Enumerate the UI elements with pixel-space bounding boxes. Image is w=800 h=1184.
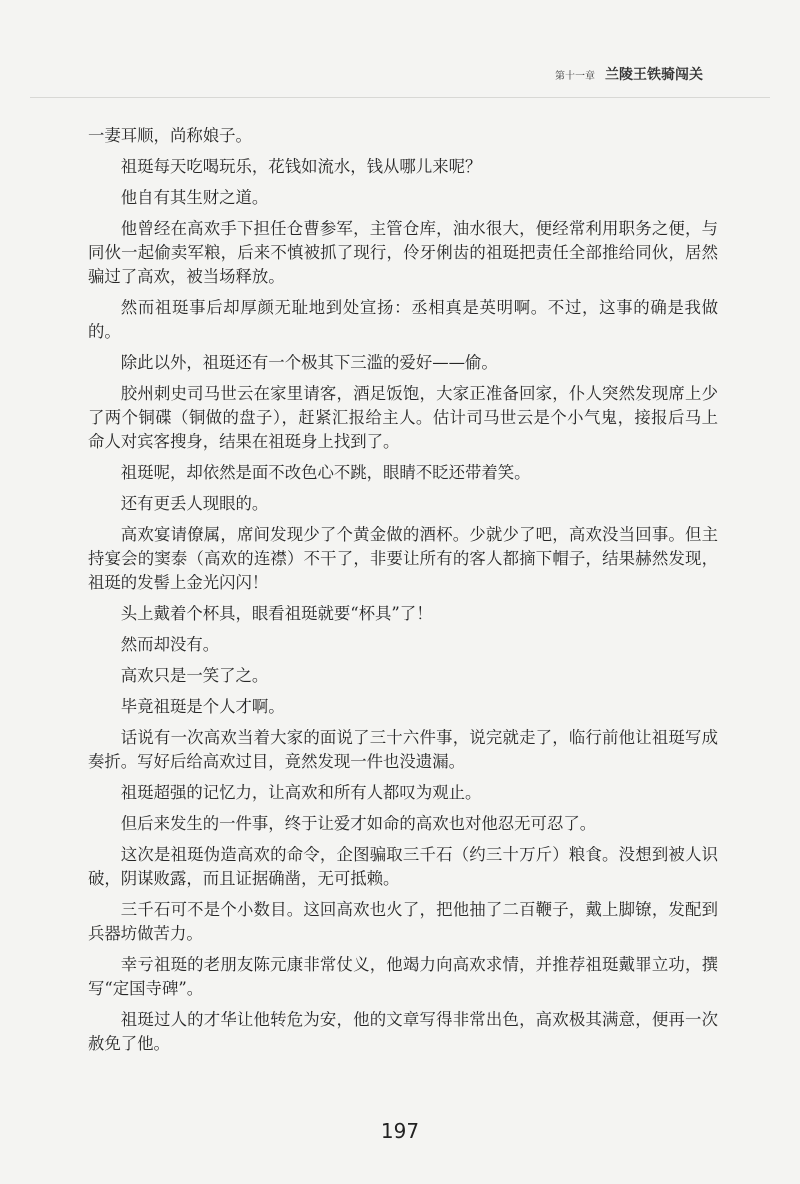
- paragraph: 这次是祖珽伪造高欢的命令，企图骗取三千石（约三十万斤）粮食。没想到被人识破，阴谋败露，而且证据确凿，无可抵赖。: [88, 845, 718, 888]
- paragraph: 他自有其生财之道。: [120, 188, 269, 207]
- running-header: [555, 64, 703, 84]
- paragraph: 一妻耳顺，尚称娘子。: [88, 126, 252, 145]
- paragraph: 除此以外，祖珽还有一个极其下三滥的爱好——偷。: [120, 353, 498, 372]
- paragraph: 头上戴着个杯具，眼看祖珽就要“杯具”了！: [120, 604, 433, 623]
- chapter-title: 兰陵王铁骑闯关: [605, 67, 703, 83]
- paragraph: 但后来发生的一件事，终于让爱才如命的高欢也对他忍无可忍了。: [120, 814, 597, 833]
- paragraph: 话说有一次高欢当着大家的面说了三十六件事，说完就走了，临行前他让祖珽写成奏折。写好后给高欢过目，竟然发现一件也没遗漏。: [88, 728, 718, 771]
- paragraph: 幸亏祖珽的老朋友陈元康非常仗义，他竭力向高欢求情，并推荐祖珽戴罪立功，撰写“定国寺碑”。: [88, 955, 718, 998]
- paragraph: 他曾经在高欢手下担任仓曹参军，主管仓库，油水很大，便经常利用职务之便，与同伙一起偷卖军粮，后来不慎被抓了现行，伶牙俐齿的祖珽把责任全部推给同伙，居然骗过了高欢，被当场释放。: [88, 219, 718, 286]
- paragraph: 祖珽每天吃喝玩乐，花钱如流水，钱从哪儿来呢？: [120, 157, 482, 176]
- page-number: 197: [380, 1119, 420, 1143]
- paragraph: 祖珽呢，却依然是面不改色心不跳，眼睛不眨还带着笑。: [120, 463, 531, 482]
- body-text: [88, 124, 718, 1063]
- paragraph: 高欢宴请僚属，席间发现少了个黄金做的酒杯。少就少了吧，高欢没当回事。但主持宴会的窦泰（高欢的连襟）不干了，非要让所有的客人都摘下帽子，结果赫然发现，祖珽的发髻上金光闪闪！: [88, 525, 718, 592]
- paragraph: 毕竟祖珽是个人才啊。: [120, 697, 285, 716]
- paragraph: 高欢只是一笑了之。: [120, 666, 269, 685]
- paragraph: 然而却没有。: [120, 635, 220, 654]
- paragraph: 胶州刺史司马世云在家里请客，酒足饭饱，大家正准备回家，仆人突然发现席上少了两个铜碟（铜做的盘子），赶紧汇报给主人。估计司马世云是个小气鬼，接报后马上命人对宾客搜身，结果在祖珽身上找到了。: [88, 384, 718, 451]
- paragraph: 祖珽过人的才华让他转危为安，他的文章写得非常出色，高欢极其满意，便再一次赦免了他。: [88, 1010, 718, 1053]
- header-divider: [30, 97, 770, 98]
- paragraph: 祖珽超强的记忆力，让高欢和所有人都叹为观止。: [120, 783, 482, 802]
- paragraph: 然而祖珽事后却厚颜无耻地到处宣扬：丞相真是英明啊。不过，这事的确是我做的。: [88, 298, 718, 341]
- chapter-number: 第十一章: [555, 71, 595, 82]
- paragraph: 三千石可不是个小数目。这回高欢也火了，把他抽了二百鞭子，戴上脚镣，发配到兵器坊做苦力。: [88, 900, 718, 943]
- paragraph: 还有更丢人现眼的。: [120, 494, 269, 513]
